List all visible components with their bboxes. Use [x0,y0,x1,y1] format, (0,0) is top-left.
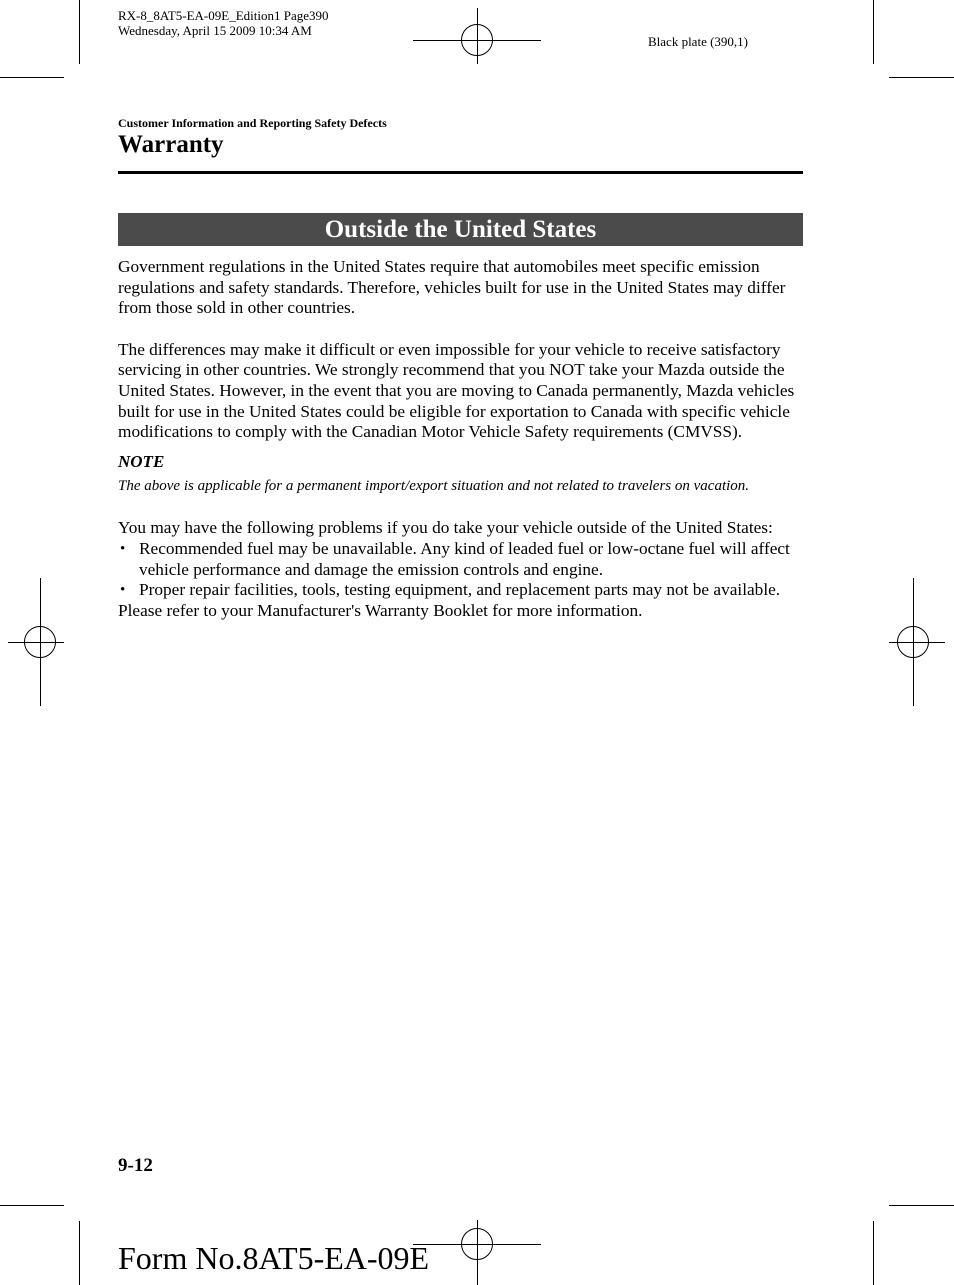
crop-mark [889,77,954,78]
crop-mark [79,0,80,64]
list-item-text: Recommended fuel may be unavailable. Any kind of leaded fuel or low-octane fuel will affect vehicle performance and damage the emission controls and engine. [139,538,790,579]
crop-mark [873,0,874,64]
crop-mark [873,1221,874,1285]
list-item [118,580,803,601]
crop-mark [0,77,64,78]
page-number: 9-12 [118,1155,153,1176]
chapter-title: Warranty [118,131,224,158]
list-item-text: Proper repair facilities, tools, testing equipment, and replacement parts may not be available. [139,580,781,600]
paragraph: The differences may make it difficult or even impossible for your vehicle to receive satisfactory servicing in other countries. We strongly recommend that you NOT take your Mazda outside the United States. However, in the event that you are moving to Canada permanently, Mazda vehicles built for use in the United States could be eligible for exportation to Canada with specific vehicle modifications to comply with the Canadian Motor Vehicle Safety requirements (CMVSS). [118,339,795,442]
crop-mark [889,1205,954,1206]
section-banner: Outside the United States [118,213,803,246]
print-job-timestamp: Wednesday, April 15 2009 10:34 AM [118,23,312,38]
crop-mark [0,1205,64,1206]
bullet-icon: • [120,540,126,557]
paragraph: Government regulations in the United States require that automobiles meet specific emission regulations and safety standards. Therefore, vehicles built for use in the United States may differ from those sold in other countries. [118,257,786,318]
black-plate-label: Black plate (390,1) [648,34,748,49]
print-job-file: RX-8_8AT5-EA-09E_Edition1 Page390 [118,8,329,23]
bullet-icon: • [120,582,126,599]
crop-mark [79,1221,80,1285]
problems-intro: You may have the following problems if you do take your vehicle outside of the United States: [118,518,773,538]
problems-list [118,539,803,601]
form-number: Form No.8AT5-EA-09E [118,1240,430,1276]
note-heading: NOTE [118,451,165,471]
page-content [118,257,803,621]
note-body: The above is applicable for a permanent import/export situation and not related to travelers on vacation. [118,478,750,495]
print-job-info [118,8,329,38]
section-label: Customer Information and Reporting Safety Defects [118,116,387,130]
list-item [118,539,803,580]
title-divider [118,171,803,174]
closing-paragraph: Please refer to your Manufacturer's Warranty Booklet for more information. [118,600,643,620]
